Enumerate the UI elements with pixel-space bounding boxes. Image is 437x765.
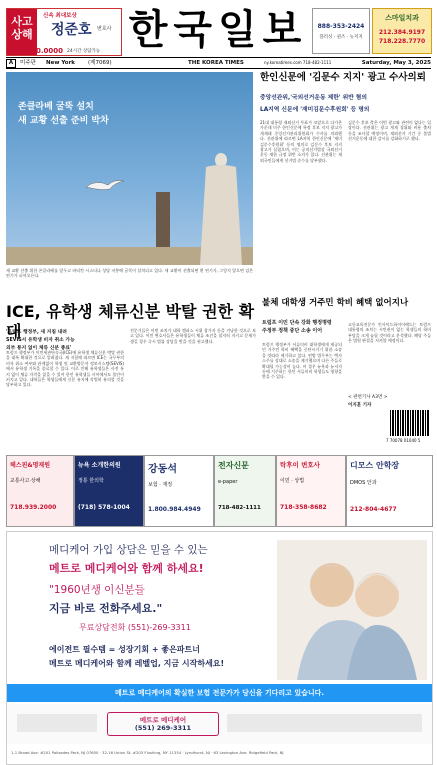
story3-byline: 이지훈 기자 bbox=[348, 403, 372, 408]
masthead-logo: 한국일보 bbox=[128, 6, 308, 53]
edition-label: 미주판 bbox=[20, 60, 36, 66]
story3 bbox=[262, 298, 431, 448]
ad-medicare-footer: 1-1 Broad Ave. #201 Palisades Park, NJ 07650 · 32-16 Union St. #203 Flushing, NY 11354 · Lyndhurst, NJ · 63 Lexington Ave. Ridgefield Park, NJ bbox=[11, 750, 284, 755]
edition-box: A bbox=[6, 59, 16, 68]
story2-title: ICE, 유학생 체류신분 박탈 권한 확대 bbox=[6, 302, 255, 341]
ad-dental-title: 스마일치과 bbox=[385, 14, 419, 22]
photo-caption: 새 교황 선출 위한 콘클라베를 앞두고 바티칸 시스티나 성당 지붕에 굴뚝이 설치되고 있다. 새 교황이 선출되면 흰 연기가, 그렇지 않으면 검은 연기가 피어오른다. bbox=[6, 268, 253, 279]
ad-lawfirm-phone: 718.939.2000 bbox=[10, 504, 57, 511]
ad-mid-sub: 플러싱 · 퀸즈 · 뉴저지 bbox=[319, 35, 363, 40]
story2-lead1: '트럼프 행정부, 새 지침 내려 bbox=[6, 330, 67, 335]
ad-injury-l2: 상해 bbox=[11, 28, 33, 41]
story2 bbox=[6, 328, 256, 448]
ad-injury-l1: 사고 bbox=[11, 15, 33, 28]
ad-injury-lawyer[interactable] bbox=[6, 8, 122, 56]
ad-dental-phone1: 212.384.9197 bbox=[378, 29, 426, 36]
story1-body2: 김문수 후보 측은 이번 광고와 관련이 없다는 입장이다. 선관위는 광고 게재 경위와 비용 출처 등을 조사할 예정이며, 재외선거 기간 중 불법 선거운동에 대한 감시를 강화하기로 했다. bbox=[348, 120, 431, 142]
partner-logos-right bbox=[227, 714, 422, 732]
ad-injury-sub: 변호사 bbox=[97, 26, 112, 32]
ad-epaper[interactable] bbox=[214, 455, 276, 527]
ad-eye-sub: DMOS 안과 bbox=[350, 480, 377, 486]
ad-clinic-sub: 정통 한의학 bbox=[78, 478, 104, 484]
lead-photo bbox=[6, 72, 253, 265]
statue bbox=[200, 153, 242, 265]
ad-dental-phone2: 718.228.7770 bbox=[378, 38, 426, 45]
barcode bbox=[390, 410, 430, 436]
story1-sub2: LA지역 신문에 '재미김문수후원회' 등 명의 bbox=[260, 107, 370, 113]
ad-injury-phone: 917.300.0000 bbox=[9, 47, 64, 55]
ad-injury-name: 정준호 bbox=[51, 22, 92, 38]
ad-epaper-title: 전자신문 bbox=[218, 461, 249, 470]
edition-city: New York bbox=[46, 60, 75, 66]
ad-eye-phone: 212-804-4677 bbox=[350, 506, 397, 513]
story1-body: 21대 대통령 재외선거 투표가 코앞으로 다가온 가운데 미주 한인신문에 특정 후보 지지 광고가 게재돼 중앙선거관리위원회가 수사를 의뢰했다. 선관위에 따르면 LA지역 한인신문에 '재미김문수후원회' 등의 명의로 김문수 후보 지지 광고가 실렸으며, 이는 공직선거법상 국외선거운동 제한 규정 위반 소지가 있다. 선관위는 재외국민들에게 선거법 준수를 당부했다. bbox=[260, 120, 342, 163]
ad-medicare-phone-label: 무료상담전화 (551)-269-3311 bbox=[79, 623, 191, 632]
ad-lawfirm[interactable] bbox=[6, 455, 74, 527]
story2-lead3: 외부 통지 없이 체류 신분 종료' bbox=[6, 346, 72, 351]
story3-body2: 고등교육전문가 인사이드하이어에드는 트럼프 대통령의 조치는 시민권이 없는 학생들의 학비 부담을 크게 늘릴 것이라고 분석했다. 해당 주들은 법원 판결을 지켜볼 예정이다. bbox=[348, 322, 431, 344]
ad-insurance-sub: 보험 · 재정 bbox=[148, 482, 173, 488]
barcode-number: 7 70078 01040 5 bbox=[386, 438, 421, 443]
ad-medicare[interactable] bbox=[6, 531, 433, 765]
story3-title: 불체 대학생 거주민 학비 혜택 없어지나 bbox=[262, 298, 409, 308]
ad-eye-title: 디모스 안학장 bbox=[350, 461, 400, 470]
ad-eye-clinic[interactable] bbox=[346, 455, 433, 527]
ad-insurance-phone: 1.800.984.4949 bbox=[148, 506, 201, 513]
story2-lead2: SEVIS서 유학생 비자 취소 가능 bbox=[6, 338, 75, 343]
couple-photo bbox=[277, 540, 427, 680]
issue-number: (제7069) bbox=[88, 60, 112, 66]
ad-attorney-title: 탁후이 변호사 bbox=[280, 461, 320, 469]
ad-medicare-bottom bbox=[7, 704, 432, 744]
ad-epaper-phone: 718-482-1111 bbox=[218, 505, 261, 511]
photo-scene bbox=[6, 72, 253, 265]
ad-medicare-line6: 에이전트 필수템 = 성장기회 + 좋은파트너 bbox=[49, 645, 200, 654]
seagull-icon bbox=[86, 181, 124, 190]
story3-body: 트럼프 행정부가 서류미비 대학생에게 제공되던 거주민 학비 혜택을 중단시키기 위한 소송을 잇따라 제기하고 있다. 연방 법무부는 텍사스주를 상대로 소송을 제기했으며 다른 주들로 확대될 가능성이 높다. 이 경우 뉴욕과 뉴저지 등에 거주하는 한인 서류미비 학생들도 영향을 받을 수 있다. bbox=[262, 342, 342, 380]
ad-insurance-title: 강동석 bbox=[148, 464, 177, 475]
story1-sub1: 중앙선관위,'국외선거운동 제한' 위반 혐의 bbox=[260, 95, 368, 101]
ad-clinic-phone: (718) 578-1004 bbox=[78, 504, 130, 511]
ad-lawfirm-sub: 교통사고·상해 bbox=[10, 478, 41, 484]
ad-injury-tag: 신속 최대보상 bbox=[43, 13, 77, 19]
story2-body2: 전문가들은 이번 조치가 대학 캠퍼스 시위 참가자 등을 겨냥한 것으로 보고 있다. 이민 변호사들은 유학생들이 체류 조건을 철저히 지키고 문제가 생길 경우 즉시 법률 상담을 받을 것을 권고했다. bbox=[130, 328, 256, 344]
contact-info: ny.koreatimes.com 718-482-1111 bbox=[264, 60, 332, 65]
ad-medicare-line2: 메트로 메디케어와 함께 하세요! bbox=[49, 562, 204, 575]
story2-body: 트럼프 행정부가 이민세관단속국(ICE)에 유학생 체류신분 박탈 권한을 대폭 확대한 것으로 알려졌다. 새 지침에 따르면 ICE는 국무부의 비자 취소 여부와 관계없이 학생 및 교환방문자 정보시스템(SEVIS)에서 유학생 기록을 종료할 수 있다. 이로 인해 유학생들은 사전 통지 없이 체류 자격을 잃을 수 있어 한인 유학생들 사이에서도 불안이 커지고 있다. 대학들은 학생들에게 신분 유지에 각별히 유의할 것을 당부하고 있다. bbox=[6, 350, 124, 388]
english-title: THE KOREA TIMES bbox=[188, 60, 244, 66]
story3-footer: < 관련기사 A3면 > bbox=[348, 395, 388, 400]
story1 bbox=[260, 72, 431, 294]
ad-dental[interactable] bbox=[312, 8, 432, 54]
ad-medicare-line1: 메디케어 가입 상담은 믿을 수 있는 bbox=[49, 544, 208, 556]
ad-lawfirm-title: 헤스핀&명재원 bbox=[10, 462, 51, 469]
photo-overlay-text: 존클라베 굴뚝 설치 새 교황 선출 준비 박차 bbox=[18, 102, 109, 126]
ad-attorney-sub: 이민 · 상법 bbox=[280, 478, 305, 484]
dateline-bar bbox=[6, 57, 431, 69]
ad-attorney-phone: 718-358-8682 bbox=[280, 504, 327, 511]
ad-medicare-logo: 메트로 메디케어 bbox=[139, 716, 187, 724]
partner-logos-left bbox=[17, 714, 97, 732]
ad-mid-phone: 888-353-2424 bbox=[317, 23, 365, 30]
story3-sub: 트럼프 이민 단속 강화 행정명령 주정부 정책 중단 소송 이어 bbox=[262, 320, 332, 334]
ad-clinic[interactable] bbox=[74, 455, 144, 527]
ad-insurance[interactable] bbox=[144, 455, 214, 527]
ad-clinic-title: 뉴욕 소개한의원 bbox=[78, 462, 121, 469]
ad-medicare-logo-phone: (551) 269-3311 bbox=[134, 724, 192, 732]
ad-epaper-sub: e-paper bbox=[218, 479, 238, 485]
ad-medicare-banner: 메트로 메디케어의 확실한 보험 전문가가 당신을 기다리고 있습니다. bbox=[7, 684, 432, 702]
ad-medicare-line4: 지금 바로 전화주세요." bbox=[49, 602, 163, 615]
ad-injury-tag2: 24시간 상담가능 bbox=[67, 49, 101, 54]
ad-medicare-quote: "1960년생 이신분들 bbox=[49, 584, 145, 596]
story1-title: 한인신문에 '김문수 지지' 광고 수사의뢰 bbox=[260, 72, 426, 83]
ad-attorney[interactable] bbox=[276, 455, 346, 527]
issue-date: Saturday, May 3, 2025 bbox=[361, 60, 431, 66]
ad-medicare-line7: 메트로 메디케어와 함께 레벨업, 지금 시작하세요! bbox=[49, 659, 225, 668]
